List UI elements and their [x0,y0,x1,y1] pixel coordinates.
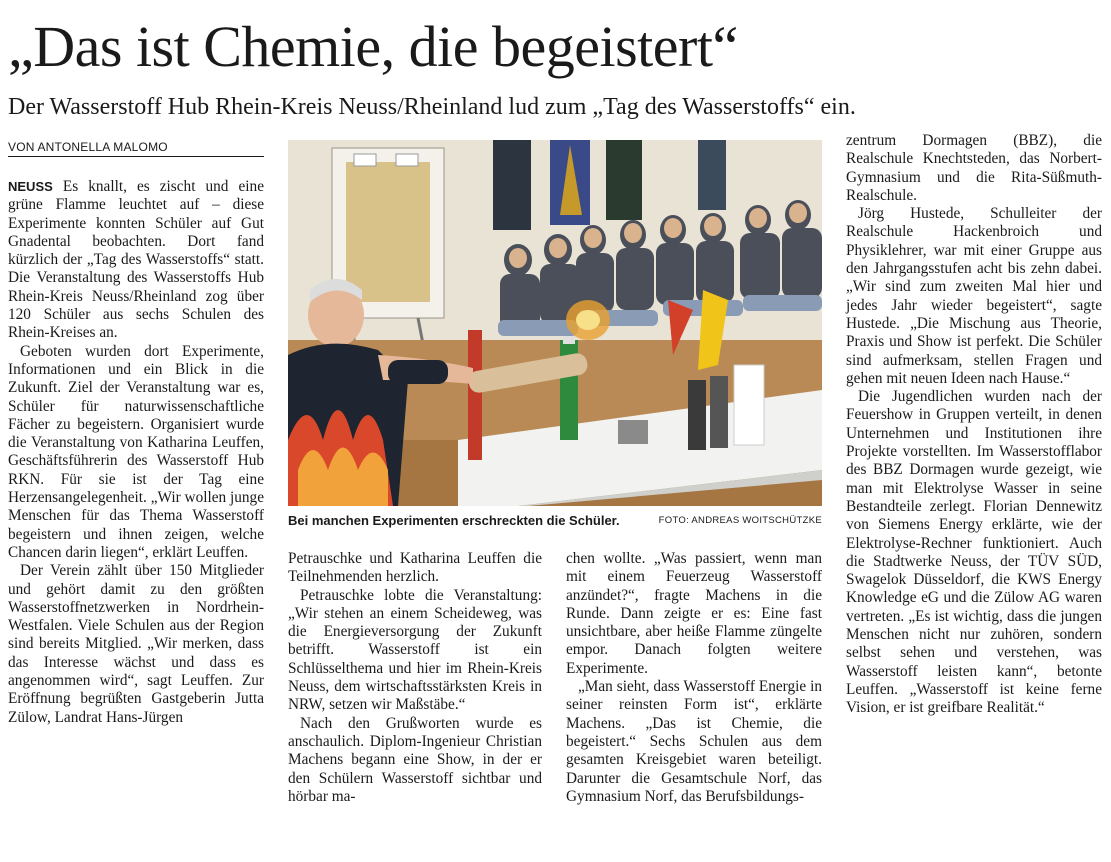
headline: „Das ist Chemie, die begeistert“ [8,14,738,79]
byline: VON ANTONELLA MALOMO [8,139,264,157]
paragraph: zentrum Dormagen (BBZ), die Realschule Knechtsteden, das Norbert-Gymnasium und die Rita-Süßmuth-Realschule. [846,132,1102,204]
paragraph: Petrauschke und Katharina Leuffen die Teilnehmenden herzlich. [288,550,542,586]
text-column-1 [8,178,264,727]
paragraph: Die Jugendlichen wurden nach der Feuershow in Gruppen verteilt, in denen Unternehmen und Institutionen ihre Projekte vorstellten. Im Wasserstofflabor des BBZ Dormagen wurde gezeigt, wie man mit Elektrolyse Wasser in seine Bestandteile zerlegt. Florian Dennewitz von Siemens Energy erklärte, wie der Elektrolyse-Rechner funktioniert. Auch die Stadtwerke Neuss, der TÜV SÜD, Swagelok Düsseldorf, die KWS Energy Knowledge eG und die Zülow AG waren vertreten. „Es ist wichtig, dass die jungen Menschen nicht nur zuhören, sondern selbst sehen und verstehen, was Wasserstoff leisten kann“, betonte Leuffen. „Wasserstoff ist keine ferne Vision, er ist greifbare Realität.“ [846,388,1102,717]
photo-illustration [288,140,822,506]
paragraph: chen wollte. „Was passiert, wenn man mit einem Feuerzeug Wasserstoff anzündet?“, fragte Machens in die Runde. Dann zeigte er es: Eine fast unsichtbare, aber heiße Flamme züngelte empor. Danach folgten weitere Experimente. [566,550,822,677]
text-column-2 [288,550,542,806]
photo-credit: FOTO: ANDREAS WOITSCHÜTZKE [658,515,822,526]
article-photo [288,140,822,506]
text-column-4 [846,132,1102,718]
photo-caption [288,512,822,530]
paragraph: Nach den Grußworten wurde es anschaulich. Diplom-Ingenieur Christian Machens begann eine Show, in der er den Schülern Wasserstoff sichtbar und hörbar ma- [288,714,542,805]
paragraph: Petrauschke lobte die Veranstaltung: „Wir stehen an einem Scheideweg, was die Energieversorgung der Zukunft betrifft. Wasserstoff ist ein Schlüsselthema und hier im Rhein-Kreis Neuss, dem wirtschaftsstärksten Kreis in NRW, setzen wir Maßstäbe.“ [288,586,542,714]
paragraph: Geboten wurden dort Experimente, Informationen und ein Blick in die Zukunft. Ziel der Veranstaltung war es, Schüler für naturwissenschaftliche Fächer zu begeistern. Organisiert wurde die Veranstaltung von Katharina Leuffen, Geschäftsführerin des Wasserstoff Hub RKN. Für sie ist der Tag eine Herzensangelegenheit. „Wir wollen junge Menschen für das Thema Wasserstoff begeistern und ihnen zeigen, welche Chancen darin liegen“, erklärt Leuffen. [8,342,264,561]
paragraph: Der Verein zählt über 150 Mitglieder und gehört damit zu den größten Wasserstoffnetzwerken in Nordrhein-Westfalen. Viele Schulen aus der Region sind bereits Mitglied. „Wir merken, dass das Interesse wächst und dass es angenommen wird“, sagt Leuffen. Zur Eröffnung begrüßten Gastgeberin Jutta Zülow, Landrat Hans-Jürgen [8,562,264,726]
caption-text: Bei manchen Experimenten erschreckten die Schüler. [288,513,620,528]
subheadline: Der Wasserstoff Hub Rhein-Kreis Neuss/Rheinland lud zum „Tag des Wasserstoffs“ ein. [8,94,856,120]
text-column-3 [566,550,822,806]
paragraph: Jörg Hustede, Schulleiter der Realschule Hackenbroich und Physiklehrer, war mit einer Gruppe aus den Jahrgangsstufen acht bis zehn dabei. „Wir sind zum zweiten Mal hier und jedes Jahr wieder begeistert“, sagte Hustede. „Die Mischung aus Theorie, Praxis und Show ist perfekt. Die Schüler sind aufmerksam, stellen Fragen und gehen mit neuen Ideen nach Hause.“ [846,205,1102,387]
paragraph [8,178,264,343]
paragraph: „Man sieht, dass Wasserstoff Energie in seiner reinsten Form ist“, erklärte Machens. „Das ist Chemie, die begeistert.“ Sechs Schulen aus dem gesamten Kreisgebiet waren beteiligt. Darunter die Gesamtschule Norf, das Gymnasium Norf, das Berufsbildungs- [566,678,822,805]
paragraph-text: Es knallt, es zischt und eine grüne Flamme leuchtet auf – diese Experimente konnten Schüler auf Gut Gnadental beobachten. Dort fand kürzlich der „Tag des Wasserstoffs“ statt. Die Veranstaltung des Wasserstoffs Hub Rhein-Kreis Neuss/Rheinland zog über 120 Schüler aus sechs Schulen des Rhein-Kreises an. [8,178,264,342]
dateline: NEUSS [8,179,53,194]
